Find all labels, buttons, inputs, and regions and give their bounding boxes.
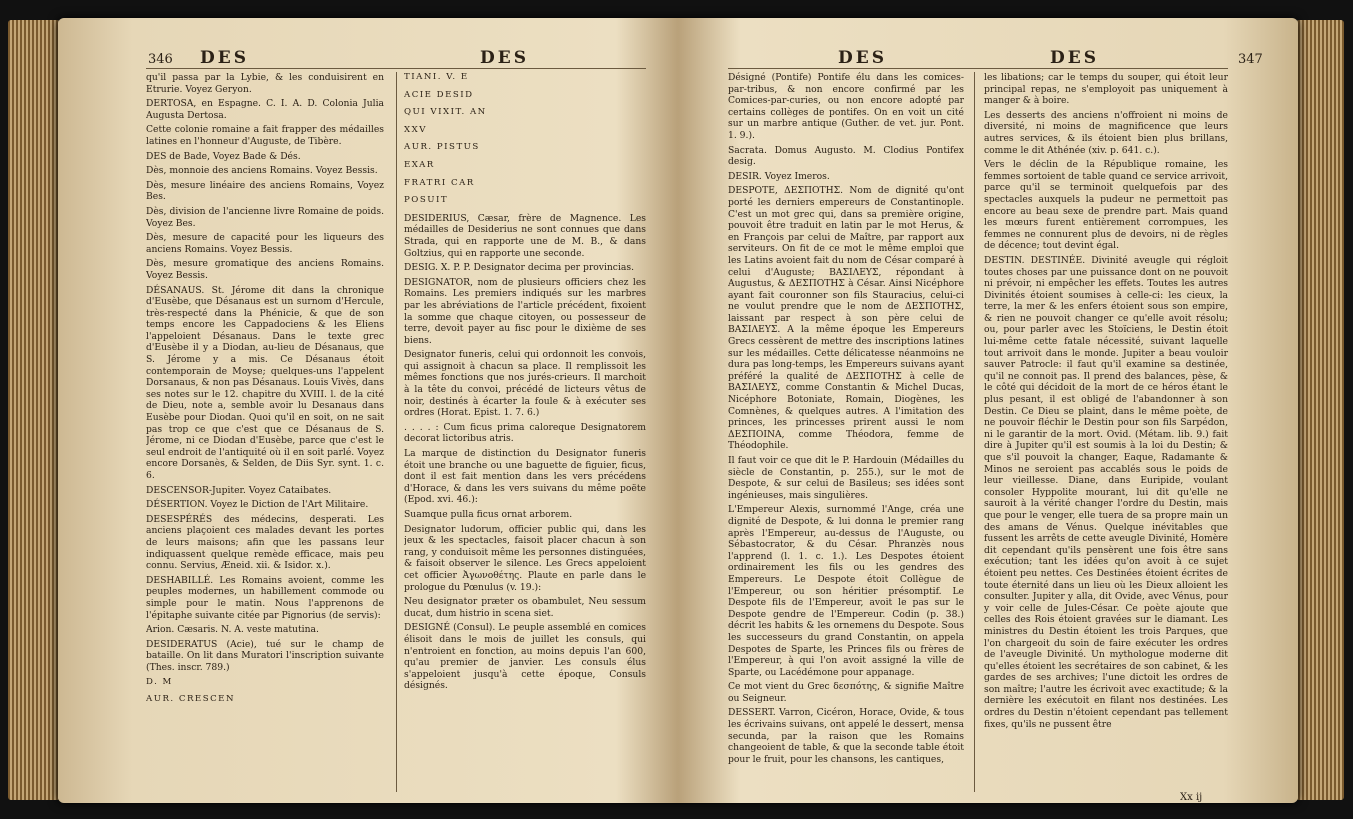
- left-header-rule: [146, 68, 646, 69]
- paragraph: TIANI. V. E: [404, 72, 469, 82]
- book-edge-right: [1296, 20, 1344, 800]
- paragraph: Suamque pulla ficus ornat arborem.: [404, 509, 573, 520]
- left-page-column-2: [404, 72, 646, 784]
- paragraph: Dès, mesure gromatique des anciens Romains. Voyez Bessis.: [146, 258, 384, 281]
- paragraph: les libations; car le temps du souper, qui étoit leur principal repas, ne s'employoit pas uniquement à manger & à boire.: [984, 72, 1228, 107]
- paragraph: DÉSANAUS. St. Jérome dit dans la chronique d'Eusèbe, que Désanaus est un surnom d'Hercule, très-respecté dans la Phénicie, & que de son temps encore les Cappadociens & les Eliens l'appeloient Désanaus. Dans le texte grec d'Eusèbe il y a Diodan, au-lieu de Désanaus, que S. Jérome y a mis. Ce Désanaus étoit contemporain de Moyse; quelques-uns l'appelent Dorsanaus, & non pas Désanaus. Louis Vivès, dans ses notes sur le 12. chapitre du XVIII. l. de la cité de Dieu, note a, semble avoir lu Desanaus dans Eusèbe pour Diodan. Quoi qu'il en soit, on ne sait pas trop ce que c'est que ce Désanaus de S. Jérome, ni ce Diodan d'Eusèbe, parce que c'est le seul endroit de l'antiquité où il en soit parlé. Voyez encore Dorsanès, & Selden, de Diis Syr. synt. 1. c. 6.: [146, 284, 384, 481]
- paragraph: Dès, monnoie des anciens Romains. Voyez Bessis.: [146, 165, 378, 177]
- right-page-column-1: [728, 72, 964, 784]
- paragraph: DESESPÉRÉS des médecins, desperati. Les anciens plaçoient ces malades devant les portes de leurs maisons; afin que les passans leur indiquassent quelque remède efficace, mais peu connu. Servius, Æneid. xii. & Isidor. x.).: [146, 513, 384, 572]
- paragraph: Cette colonie romaine a fait frapper des médailles latines en l'honneur d'Auguste, de Tibère.: [146, 124, 384, 147]
- paragraph: QUI VIXIT. AN: [404, 107, 487, 118]
- paragraph: . . . . : Cum ficus prima caloreque Designatorem decorat lictoribus atris.: [404, 421, 646, 445]
- paragraph: La marque de distinction du Designator funeris étoit une branche ou une baguette de figuier, ficus, dont il est fait mention dans les vers précédens d'Horace, & dans les vers suivans du même poëte (Epod. xvi. 46.):: [404, 448, 646, 506]
- left-page-number: 346: [148, 52, 173, 67]
- paragraph: Vers le déclin de la République romaine, les femmes sortoient de table quand ce service arrivoit, parce qu'il se terminoit quelquefois par des spectacles auxquels la pudeur ne permettoit pas encore au beau sexe de prendre part. Mais quand les mœurs furent entièrement corrompues, les femmes ne connurent plus de devoirs, ni de règles de décence; tout devint égal.: [984, 159, 1228, 252]
- left-header-right: DES: [480, 48, 529, 68]
- paragraph: DESTIN. DESTINÉE. Divinité aveugle qui régloit toutes choses par une puissance dont on ne pouvoit ni prévoir, ni empêcher les effets. Toutes les autres Divinités étoient soumises à celle-ci: les cieux, la terre, la mer & les enfers étoient sous son empire, & rien ne pouvoit changer ce qu'elle avoit résolu; ou, pour parler avec les Stoïciens, le Destin étoit lui-même cette fatale nécessité, suivant laquelle tout arrivoit dans le monde. Jupiter a beau vouloir sauver Patrocle: il faut qu'il examine sa destinée, qu'il ne connoit pas. Il prend des balances, pèse, & le côté qui décidoit de la mort de ce héros étant le plus pesant, il est obligé de l'abandonner à son Destin. Ce Dieu se plaint, dans le même poète, de ne pouvoir fléchir le Destin pour son fils Sarpédon, ni le garantir de la mort. Ovid. (Métam. lib. 9.) fait dire à Jupiter qu'il est soumis à la loi du Destin; & que s'il pouvoit la changer, Eaque, Radamante & Minos ne seroient pas accablés sous le poids de leur vieillesse. Diane, dans Euripide, voulant consoler Hyppolite mourant, lui dit qu'elle ne sauroit à la vérité changer l'ordre du Destin, mais que pour le venger, elle tuera de sa propre main un des amans de Vénus. Quelque inévitables que fussent les arrêts de cette aveugle Divinité, Homère dit cependant qu'ils pensèrent une fois être sans exécution; tant les idées qu'on avoit à ce sujet étoient peu nettes. Ces Destinées étoient écrites de toute éternité dans un lieu où les Dieux alloient les consulter. Jupiter y alla, dit Ovide, avec Vénus, pour y voir celle de Jules-César. Ce poète ajoute que celles des Rois étoient gravées sur le diamant. Les ministres du Destin étoient les trois Parques, que l'on chargeoit du soin de faire exécuter les ordres de l'aveugle Divinité. Un mythologue moderne dit qu'elles étoient les secrétaires de son cabinet, & les gardes de ses archives; l'une dictoit les ordres de son maître; l'autre les écrivoit avec exactitude; & la dernière les exécutoit en filant nos destinées. Les ordres du Destin n'étoient cependant pas tellement fixes, qu'ils ne pussent être: [984, 254, 1228, 730]
- left-header-left: DES: [200, 48, 249, 68]
- paragraph: Designator funeris, celui qui ordonnoit les convois, qui assignoit à chacun sa place. Il remplissoit les mêmes fonctions que nos jurés-crieurs. Il marchoit à la tête du convoi, précédé de licteurs vêtus de noir, destinés à écarter la foule & à exécuter ses ordres (Horat. Epist. 1. 7. 6.): [404, 349, 646, 419]
- paragraph: Sacrata. Domus Augusto. M. Clodius Pontifex desig.: [728, 144, 964, 168]
- paragraph: DESIGNÉ (Consul). Le peuple assemblé en comices élisoit dans le mois de juillet les consuls, qui n'entroient en fonction, au moins depuis l'an 600, qu'au premier de janvier. Les consuls élus s'appeloient jusqu'à cette époque, Consuls désignés.: [404, 622, 646, 692]
- paragraph: XXV: [404, 124, 427, 135]
- paragraph: DERTOSA, en Espagne. C. I. A. D. Colonia Julia Augusta Dertosa.: [146, 98, 384, 121]
- signature-mark: Xx ij: [1180, 792, 1203, 803]
- paragraph: DESIDERATUS (Acie), tué sur le champ de bataille. On lit dans Muratori l'inscription suivante (Thes. inscr. 789.): [146, 638, 384, 673]
- left-page-column-2-text: [404, 213, 646, 692]
- paragraph: Neu designator præter os obambulet, Neu sessum ducat, dum histrio in scena siet.: [404, 596, 646, 619]
- right-page-number: 347: [1238, 52, 1263, 67]
- paragraph: Dès, mesure linéaire des anciens Romains, Voyez Bes.: [146, 179, 384, 203]
- paragraph: DESIDERIUS, Cæsar, frère de Magnence. Les médailles de Desiderius ne sont connues que dans Strada, qui en rapporte une de M. B., & dans Goltzius, qui en rapporte une seconde.: [404, 212, 646, 259]
- paragraph: DESIG. X. P. P. Designator decima per provincias.: [404, 262, 635, 274]
- paragraph: Dès, division de l'ancienne livre Romaine de poids. Voyez Bes.: [146, 205, 384, 229]
- paragraph: DES de Bade, Voyez Bade & Dés.: [146, 150, 301, 162]
- right-header-rule: [728, 68, 1228, 69]
- paragraph: Designator ludorum, officier public qui, dans les jeux & les spectacles, faisoit placer chacun à son rang, y conduisoit même les personnes distinguées, & faisoit observer le silence. Les Grecs appeloient cet officier Ἀγωνοθέτης. Plaute en parle dans le prologue du Pœnulus (v. 19.):: [404, 523, 646, 593]
- paragraph: FRATRI CAR: [404, 177, 475, 188]
- paragraph: AUR. PISTUS: [404, 142, 480, 153]
- paragraph: POSUIT: [404, 195, 449, 206]
- paragraph: Dès, mesure de capacité pour les liqueurs des anciens Romains. Voyez Bessis.: [146, 232, 384, 255]
- right-header-left: DES: [838, 48, 887, 68]
- paragraph: DESIR. Voyez Imeros.: [728, 170, 830, 182]
- paragraph: DESIGNATOR, nom de plusieurs officiers chez les Romains. Les premiers indiqués sur les marbres par les abréviations de l'article précédent, fixoient la somme que chaque citoyen, ou possesseur de terre, devoit payer au fisc pour le dixième de ses biens.: [404, 276, 646, 346]
- paragraph: Il faut voir ce que dit le P. Hardouin (Médailles du siècle de Constantin, p. 255.), sur le mot de Despote, & sur celui de Basileus; ses idées sont ingénieuses, mais singulières.: [728, 455, 964, 501]
- paragraph: DÉSERTION. Voyez le Diction de l'Art Militaire.: [146, 499, 369, 511]
- paragraph: Arion. Cæsaris. N. A. veste matutina.: [146, 624, 319, 636]
- inscription-line: D. M: [146, 676, 173, 687]
- right-page-column-2: [984, 72, 1228, 772]
- paragraph: DESCENSOR-Jupiter. Voyez Cataibates.: [146, 484, 332, 496]
- right-header-right: DES: [1050, 48, 1099, 68]
- paragraph: qu'il passa par la Lybie, & les conduisirent en Etrurie. Voyez Geryon.: [146, 72, 384, 95]
- right-column-divider: [974, 72, 975, 792]
- book-edge-left: [8, 20, 60, 800]
- paragraph: Ce mot vient du Grec δεσπότης, & signifie Maître ou Seigneur.: [728, 681, 964, 704]
- paragraph: Les desserts des anciens n'offroient ni moins de diversité, ni moins de magnificence que leurs autres services, & ils étoient bien plus brillans, comme le dit Athénée (xiv. p. 641. c.).: [984, 109, 1228, 156]
- paragraph: DESSERT. Varron, Cicéron, Horace, Ovide, & tous les écrivains suivans, ont appelé le dessert, mensa secunda, par la raison que les Romains changeoient de table, & que la seconde table étoit pour le fruit, pour les chansons, les cantiques,: [728, 707, 964, 765]
- paragraph: Désigné (Pontife) Pontife élu dans les comices-par-tribus, & non encore confirmé par les Comices-par-curies, ou non encore adopté par certains collèges de pontifes. On en voit un cité sur un marbre antique (Guther. de vet. jur. Pont. 1. 9.).: [728, 72, 964, 141]
- paragraph: L'Empereur Alexis, surnommé l'Ange, créa une dignité de Despote, & lui donna le premier rang après l'Empereur, au-dessus de l'Auguste, ou Sébastocrator, & du César. Phranzès nous l'apprend (l. 1. c. 1.). Les Despotes étoient ordinairement les fils ou les gendres des Empereurs. Le Despote étoit Collègue de l'Empereur, ou son héritier présomptif. Le Despote fils de l'Empereur, avoit le pas sur le Despote gendre de l'Empereur. Codin (p. 38.) décrit les habits & les ornemens du Despote. Sous les successeurs du grand Constantin, on appela Despotes de Sparte, les Princes fils ou frères de l'Empereur, à qui l'on avoit assigné la ville de Sparte, ou Lacédémone pour appanage.: [728, 504, 964, 678]
- left-page-column-1: [146, 72, 384, 784]
- paragraph: ACIE DESID: [404, 89, 474, 100]
- paragraph: EXAR: [404, 159, 435, 170]
- paragraph: DESHABILLÉ. Les Romains avoient, comme les peuples modernes, un habillement commode ou simple pour le matin. Nous l'apprenons de l'épitaphe suivante citée par Pignorius (de servis):: [146, 574, 384, 621]
- inscription: [404, 72, 646, 207]
- inscription-line: AUR. CRESCEN: [146, 694, 235, 705]
- left-column-divider: [396, 72, 397, 792]
- paragraph: DESPOTE, ΔΕΣΠΟΤΗΣ. Nom de dignité qu'ont porté les derniers empereurs de Constantinople. C'est un mot grec qui, dans sa première origine, pouvoit être traduit en latin par le mot Herus, & en François par celui de Maître, par rapport aux serviteurs. On fit de ce mot le même emploi que les Latins avoient fait du nom de César comparé à celui d'Auguste; ΒΑΣΙΛΕΥΣ, répondant à Augustus, & ΔΕΣΠΟΤΗΣ à César. Ainsi Nicéphore ayant fait couronner son fils Stauracius, celui-ci ne voulut prendre que le nom de ΔΕΣΠΟΤΗΣ, laissant par respect à son père celui de ΒΑΣΙΛΕΥΣ. A la même époque les Empereurs Grecs cessèrent de mettre des inscriptions latines sur les médailles. Cette délicatesse néanmoins ne dura pas long-temps, les Empereurs suivans ayant préféré la qualité de ΔΕΣΠΟΤΗΣ à celle de ΒΑΣΙΛΕΥΣ, comme Constantin & Michel Ducas, Nicéphore Botoniate, Romain, Diogènes, les Comnènes, & quelques autres. A l'imitation des princes, les princesses prirent aussi le nom ΔΕΣΠΟΙΝΑ, comme Théodora, femme de Théodophile.: [728, 185, 964, 452]
